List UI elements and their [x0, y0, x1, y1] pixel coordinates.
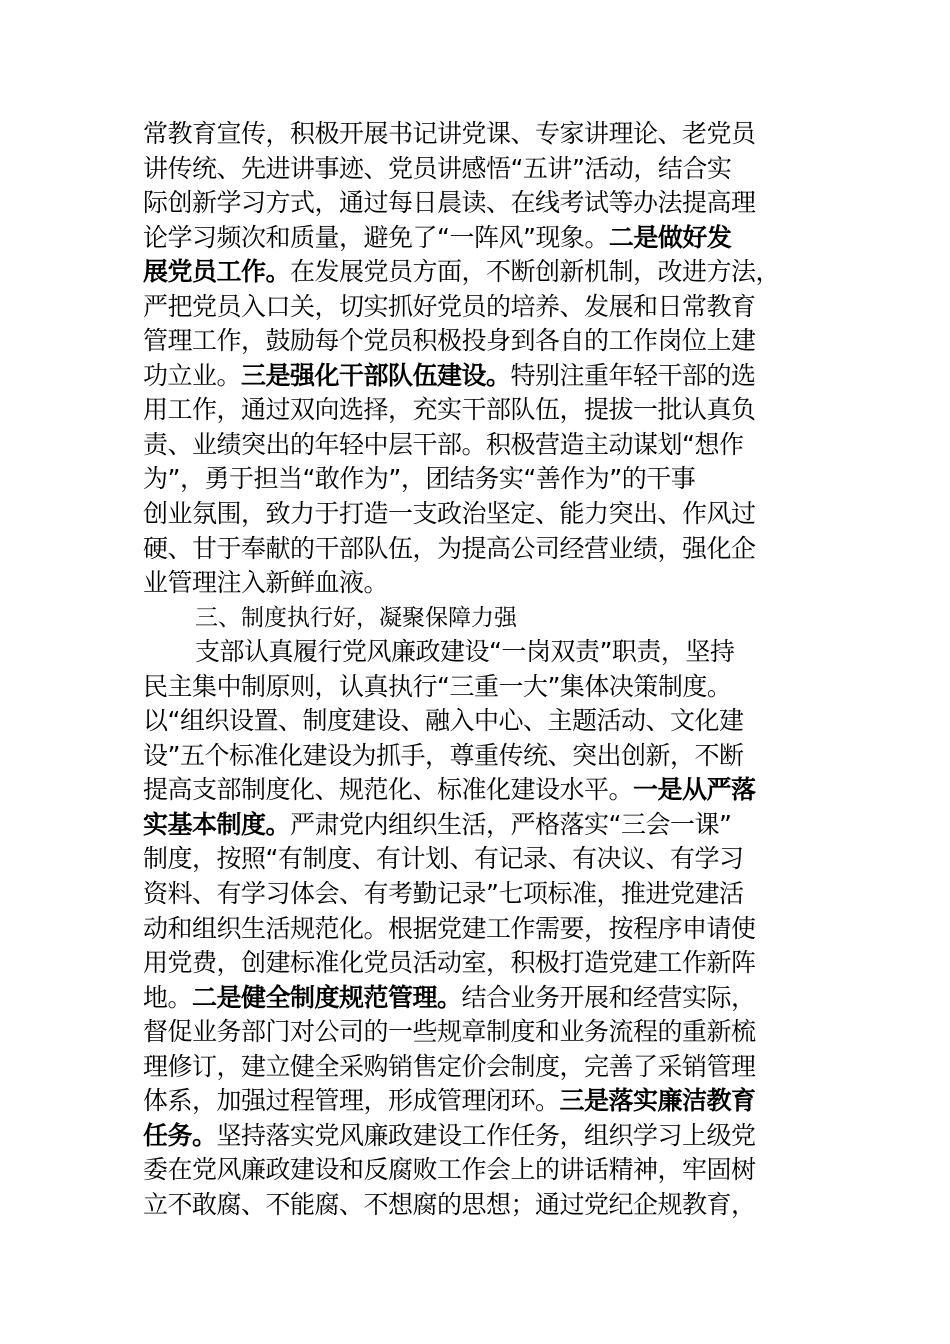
text-run: 制度，按照“有制度、有计划、有记录、有决议、有学习 — [143, 844, 744, 874]
text-run: 讲传统、先进讲事迹、党员讲感悟“五讲”活动，结合实 — [143, 153, 732, 183]
text-line — [143, 704, 813, 739]
text-line — [143, 221, 813, 256]
text-line — [143, 877, 813, 912]
text-line — [143, 981, 813, 1016]
text-run: 用工作，通过双向选择，充实干部队伍，提拔一批认真负 — [143, 395, 756, 425]
text-run: 用党费，创建标准化党员活动室，积极打造党建工作新阵 — [143, 948, 756, 978]
text-run: 理修订，建立健全采购销售定价会制度，完善了采销管理 — [143, 1051, 756, 1081]
text-line — [143, 497, 813, 532]
text-run: 际创新学习方式，通过每日晨读、在线考试等办法提高理 — [143, 188, 756, 218]
text-line — [143, 670, 813, 705]
text-run: 设”五个标准化建设为抓手，尊重传统、突出创新，不断 — [143, 740, 744, 770]
text-line — [143, 428, 813, 463]
text-line — [143, 532, 813, 567]
text-line — [143, 324, 813, 359]
text-run: 以“组织设置、制度建设、融入中心、主题活动、文化建 — [143, 706, 744, 736]
bold-text-run: 实基本制度。 — [143, 809, 291, 839]
text-run: 动和组织生活规范化。根据党建工作需要，按程序申请使 — [143, 913, 756, 943]
bold-text-run: 任务。 — [143, 1120, 217, 1150]
text-line — [143, 152, 813, 187]
text-line — [143, 1050, 813, 1085]
text-line — [143, 290, 813, 325]
bold-text-run: 三是落实廉洁教育 — [559, 1086, 756, 1116]
text-line — [143, 1119, 813, 1154]
text-run: 结合业务开展和经营实际， — [461, 982, 756, 1012]
text-line — [143, 1084, 813, 1119]
text-run: 责、业绩突出的年轻中层干部。积极营造主动谋划“想作 — [143, 429, 744, 459]
text-line — [143, 946, 813, 981]
text-run: 业管理注入新鲜血液。 — [143, 568, 389, 598]
text-line — [143, 359, 813, 394]
text-line — [143, 773, 813, 808]
text-line — [143, 117, 813, 152]
text-run: 民主集中制原则，认真执行“三重一大”集体决策制度。 — [143, 671, 732, 701]
text-line — [143, 808, 813, 843]
text-run: 严把党员入口关，切实抓好党员的培养、发展和日常教育 — [143, 291, 756, 321]
text-line — [143, 842, 813, 877]
section-heading — [143, 601, 813, 636]
text-line — [143, 566, 813, 601]
text-run: 坚持落实党风廉政建设工作任务，组织学习上级党 — [216, 1120, 756, 1150]
text-run: 支部认真履行党风廉政建设“一岗双责”职责，坚持 — [195, 637, 735, 667]
bold-text-run: 二是做好发 — [608, 222, 732, 252]
text-line — [143, 255, 813, 290]
bold-text-run: 一是从严落 — [633, 775, 756, 805]
text-run: 在发展党员方面，不断创新机制，改进方法， — [290, 257, 781, 287]
text-run: 提高支部制度化、规范化、标准化建设水平。 — [143, 775, 634, 805]
text-line — [143, 393, 813, 428]
text-run: 为”，勇于担当“敢作为”，团结务实“善作为”的干事 — [143, 464, 696, 494]
text-line — [143, 186, 813, 221]
text-line — [143, 1015, 813, 1050]
text-line — [143, 912, 813, 947]
section-heading-text: 三、制度执行好，凝聚保障力强 — [195, 604, 517, 631]
text-line — [143, 739, 813, 774]
text-line — [143, 462, 813, 497]
text-run: 论学习频次和质量，避免了“一阵风”现象。 — [143, 222, 609, 252]
text-run: 资料、有学习体会、有考勤记录”七项标准，推进党建活 — [143, 879, 744, 909]
text-run: 委在党风廉政建设和反腐败工作会上的讲话精神，牢固树 — [143, 1155, 756, 1185]
text-line — [143, 1153, 813, 1188]
text-run: 功立业。 — [143, 360, 242, 390]
text-run: 硬、甘于奉献的干部队伍，为提高公司经营业绩，强化企 — [143, 533, 756, 563]
text-line — [143, 635, 813, 670]
text-run: 严肃党内组织生活，严格落实“三会一课” — [290, 809, 732, 839]
text-run: 立不敢腐、不能腐、不想腐的思想；通过党纪企规教育， — [143, 1189, 756, 1219]
text-run: 常教育宣传，积极开展书记讲党课、专家讲理论、老党员 — [143, 119, 756, 148]
text-run: 体系，加强过程管理，形成管理闭环。 — [143, 1086, 560, 1116]
text-run: 管理工作，鼓励每个党员积极投身到各自的工作岗位上建 — [143, 326, 756, 356]
bold-text-run: 展党员工作。 — [143, 257, 291, 287]
text-run: 督促业务部门对公司的一些规章制度和业务流程的重新梳 — [143, 1017, 756, 1047]
bold-text-run: 二是健全制度规范管理。 — [192, 982, 462, 1012]
document-body — [143, 117, 813, 1223]
bold-text-run: 三是强化干部队伍建设。 — [241, 360, 511, 390]
text-run: 地。 — [143, 982, 193, 1012]
text-run: 创业氛围，致力于打造一支政治坚定、能力突出、作风过 — [143, 499, 756, 529]
text-run: 特别注重年轻干部的选 — [510, 360, 756, 390]
text-line — [143, 1188, 813, 1223]
